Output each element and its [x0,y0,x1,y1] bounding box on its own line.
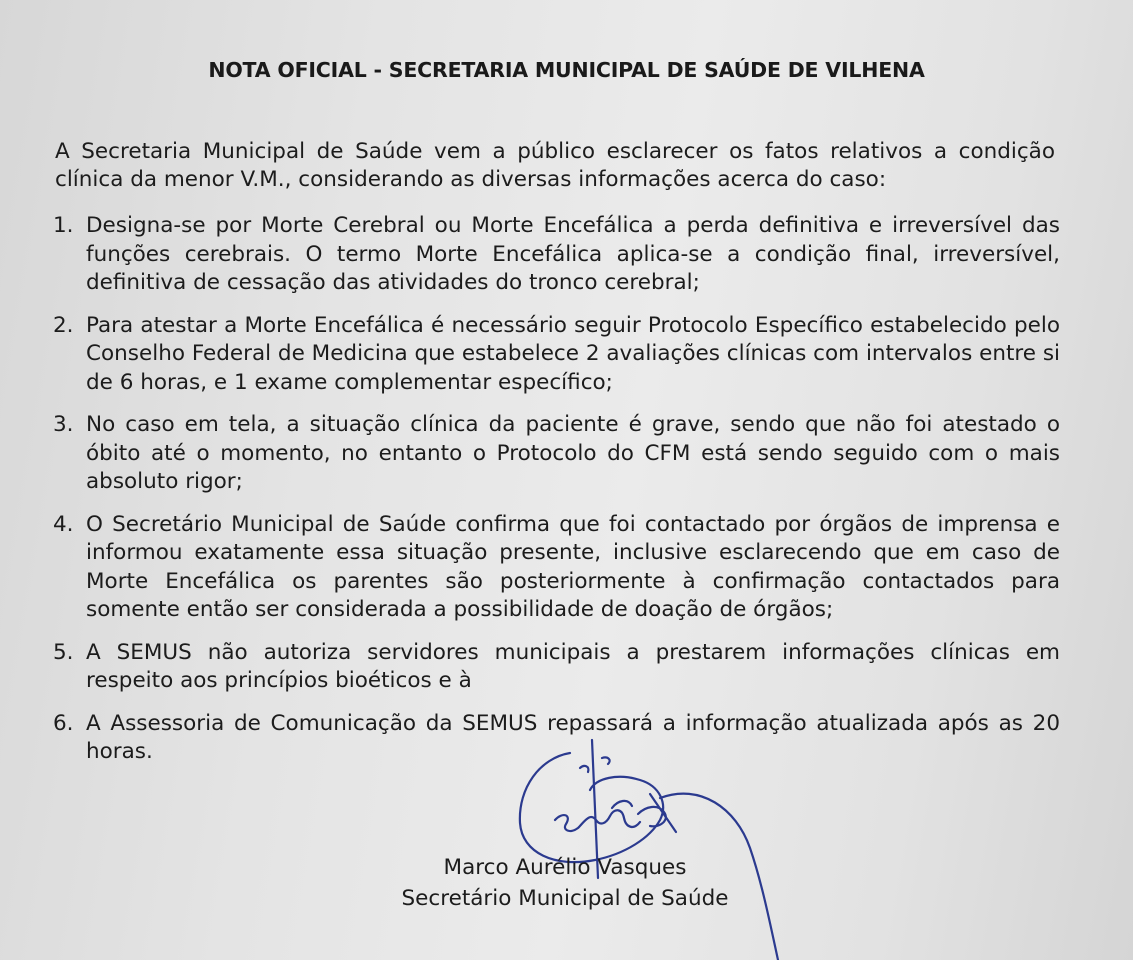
list-item-text: No caso em tela, a situação clínica da paciente é grave, sendo que não foi atestado o óbito até o momento, no entanto o Protocolo do CFM está sendo seguido com o mais absoluto rigor; [86,412,1060,494]
list-item [40,212,1060,298]
signatory-name: Marco Aurélio Vasques [443,855,687,880]
intro-paragraph: A Secretaria Municipal de Saúde vem a público esclarecer os fatos relativos a condição clínica da menor V.M., considerando as diversas informações acerca do caso: [55,139,1055,192]
handwritten-signature [500,728,830,960]
document-title: NOTA OFICIAL - SECRETARIA MUNICIPAL DE SAÚDE DE VILHENA [208,58,925,82]
list-item-number: 4. [53,511,74,537]
list-item [40,411,1060,497]
list-item-text: A Assessoria de Comunicação da SEMUS repassará a informação atualizada após as 20 horas. [86,710,1060,764]
list-item-number: 1. [53,213,74,238]
numbered-list [40,212,1060,781]
signatory-role: Secretário Municipal de Saúde [401,886,729,911]
signature-block [400,852,730,914]
list-item-number: 5. [53,639,74,665]
list-item-text: Para atestar a Morte Encefálica é necessário seguir Protocolo Específico estabelecido pelo Conselho Federal de Medicina que estabelece 2 avaliações clínicas com intervalos entre si de 6 horas, e 1 exame complementar específico; [86,312,1060,395]
list-item [40,312,1060,398]
list-item-number: 6. [53,710,74,736]
list-item [40,511,1060,625]
list-item-text: A SEMUS não autoriza servidores municipais a prestarem informações clínicas em respeito aos princípios bioéticos e à [86,639,1060,693]
list-item-number: 2. [53,312,74,338]
list-item-text: Designa-se por Morte Cerebral ou Morte Encefálica a perda definitiva e irreversível das funções cerebrais. O termo Morte Encefálica aplica-se a condição final, irreversível, definitiva de cessação das atividades do tronco cerebral; [86,213,1060,295]
list-item [40,639,1060,696]
list-item-text: O Secretário Municipal de Saúde confirma que foi contactado por órgãos de imprensa e informou exatamente essa situação presente, inclusive esclarecendo que em caso de Morte Encefálica os parentes são posteriormente à confirmação contactados para somente então ser considerada a possibilidade de doação de órgãos; [86,511,1060,622]
list-item-number: 3. [53,412,74,437]
